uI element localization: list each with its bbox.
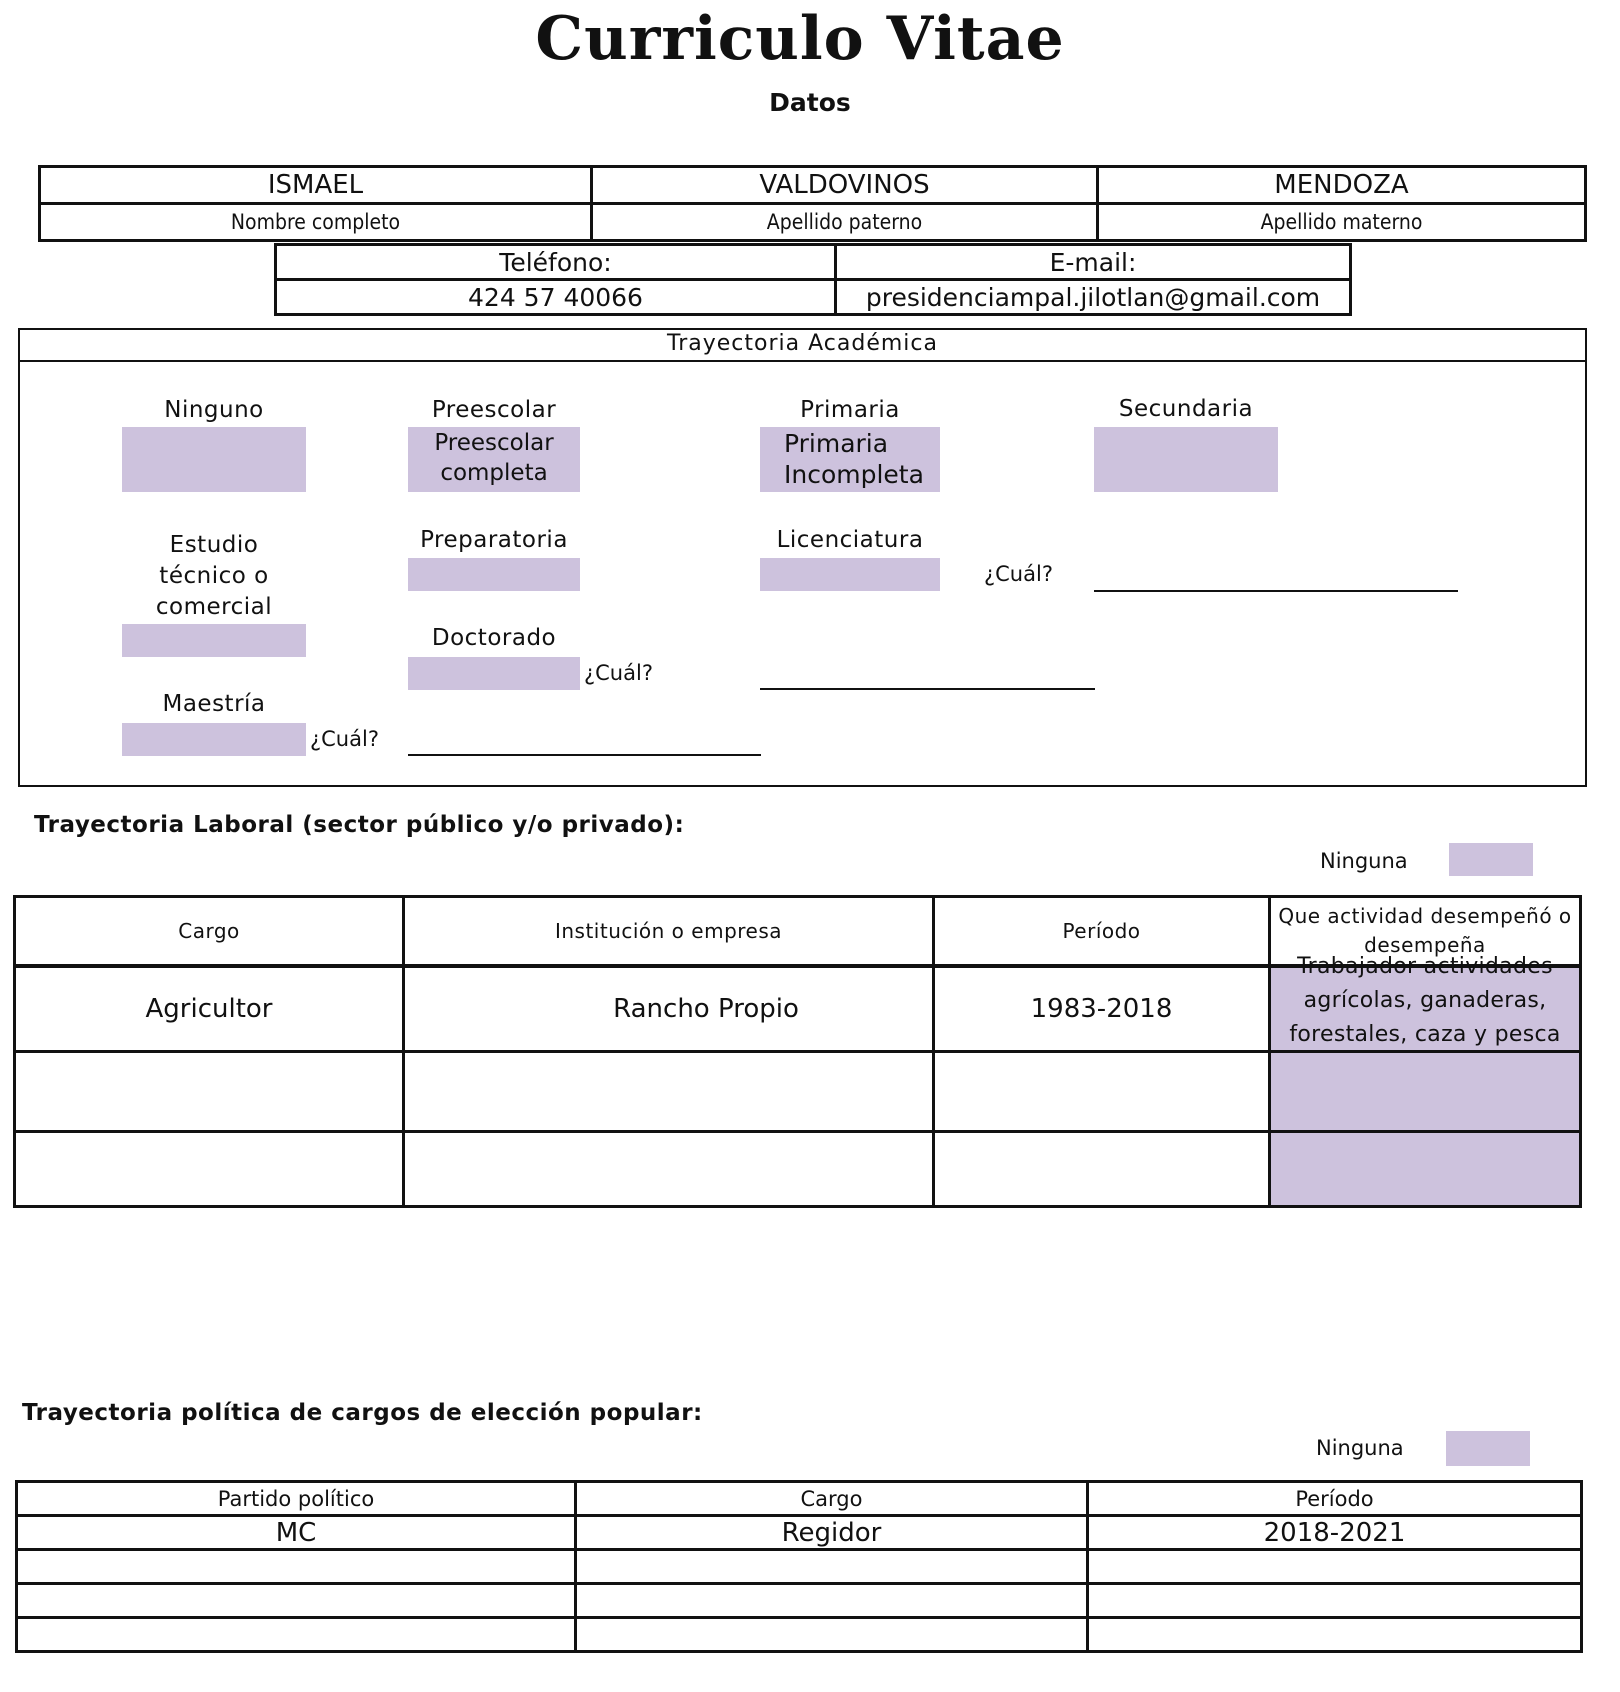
licenciatura-box [760,558,940,591]
ninguno-box [122,427,306,492]
political-table [15,1480,1583,1653]
table-cell [1088,1550,1582,1584]
tecnico-label-line-1: Estudio [169,532,259,558]
page-title: Curriculo Vitae [535,4,1065,74]
table-cell [1088,1584,1582,1618]
work-actividad-line-2: agrícolas, ganaderas, [1303,988,1547,1013]
phone-value: 424 57 40066 [276,280,836,315]
primaria-value-1: Primaria [784,429,889,458]
maestria-label: Maestría [162,691,266,717]
work-ninguna-box [1449,843,1533,876]
work-ninguna-label: Ninguna [1320,849,1408,873]
maternal-surname-value: MENDOZA [1098,167,1586,204]
table-cell [15,1132,404,1207]
table-row [15,1052,1581,1132]
work-actividad-line-3: forestales, caza y pesca [1289,1022,1561,1047]
maternal-surname-label: Apellido materno [1098,204,1586,241]
doctorado-label: Doctorado [431,625,557,651]
paternal-surname-value: VALDOVINOS [592,167,1098,204]
table-cell [404,1132,934,1207]
first-name-value: ISMAEL [40,167,592,204]
table-cell [576,1550,1088,1584]
table-row [17,1584,1582,1618]
table-cell [17,1584,576,1618]
work-actividad-cell [1270,954,1581,1052]
table-cell [934,1052,1270,1132]
page-subtitle: Datos [769,88,851,117]
work-header-periodo: Período [934,897,1270,967]
secundaria-label: Secundaria [1118,396,1254,422]
work-periodo-cell: 1983-2018 [934,966,1270,1052]
academic-heading: Trayectoria Académica [18,328,1587,362]
primaria-label: Primaria [800,397,900,423]
table-cell [15,1052,404,1132]
maestria-box [122,723,306,756]
political-header-periodo: Período [1088,1482,1582,1516]
first-name-label: Nombre completo [40,204,592,241]
table-cell [934,1132,1270,1207]
primaria-value-2: Incompleta [784,460,924,489]
tecnico-label [122,530,306,623]
licenciatura-cual-label: ¿Cuál? [984,562,1053,586]
political-header-partido: Partido político [17,1482,576,1516]
political-periodo-cell: 2018-2021 [1088,1516,1582,1550]
preparatoria-label: Preparatoria [420,527,568,553]
table-cell [17,1550,576,1584]
work-cargo-cell: Agricultor [15,966,404,1052]
preescolar-value-2: completa [440,460,548,486]
preescolar-value-1: Preescolar [434,430,554,456]
name-table [38,165,1587,242]
table-cell [17,1618,576,1652]
licenciatura-label: Licenciatura [776,527,924,553]
work-institucion-cell: Rancho Propio [404,966,934,1052]
political-header-cargo: Cargo [576,1482,1088,1516]
email-label: E-mail: [836,245,1351,280]
maestria-cual-line [408,754,761,756]
preescolar-label: Preescolar [431,397,557,423]
licenciatura-cual-line [1094,590,1458,592]
table-cell [1270,1132,1581,1207]
work-actividad-line-1: Trabajador actividades [1297,954,1553,979]
political-cargo-cell: Regidor [576,1516,1088,1550]
tecnico-box [122,624,306,657]
ninguno-label: Ninguno [164,397,264,423]
work-section-title: Trayectoria Laboral (sector público y/o privado): [34,812,685,838]
tecnico-label-line-2: técnico o [159,563,269,589]
work-header-institucion: Institución o empresa [404,897,934,967]
doctorado-cual-label: ¿Cuál? [584,661,653,685]
maestria-cual-label: ¿Cuál? [310,727,379,751]
table-row [17,1550,1582,1584]
table-cell [404,1052,934,1132]
political-section-title: Trayectoria política de cargos de elección popular: [22,1400,703,1426]
table-row [15,1132,1581,1207]
doctorado-cual-line [760,688,1095,690]
preescolar-box [408,427,580,492]
table-cell [576,1618,1088,1652]
primaria-box [760,427,940,492]
political-ninguna-label: Ninguna [1316,1436,1404,1460]
table-row [15,966,1581,1052]
table-row [17,1516,1582,1550]
paternal-surname-label: Apellido paterno [592,204,1098,241]
work-table [13,895,1582,1208]
table-cell [576,1584,1088,1618]
contact-table [274,243,1352,316]
phone-label: Teléfono: [276,245,836,280]
table-cell [1270,1052,1581,1132]
political-partido-cell: MC [17,1516,576,1550]
table-cell [1088,1618,1582,1652]
tecnico-label-line-3: comercial [155,594,273,620]
doctorado-box [408,657,580,690]
preparatoria-box [408,558,580,591]
table-row [17,1618,1582,1652]
work-header-actividad: Que actividad desempeñó o desempeña [1270,897,1581,967]
work-header-cargo: Cargo [15,897,404,967]
email-value: presidenciampal.jilotlan@gmail.com [836,280,1351,315]
secundaria-box [1094,427,1278,492]
political-ninguna-box [1446,1431,1530,1466]
